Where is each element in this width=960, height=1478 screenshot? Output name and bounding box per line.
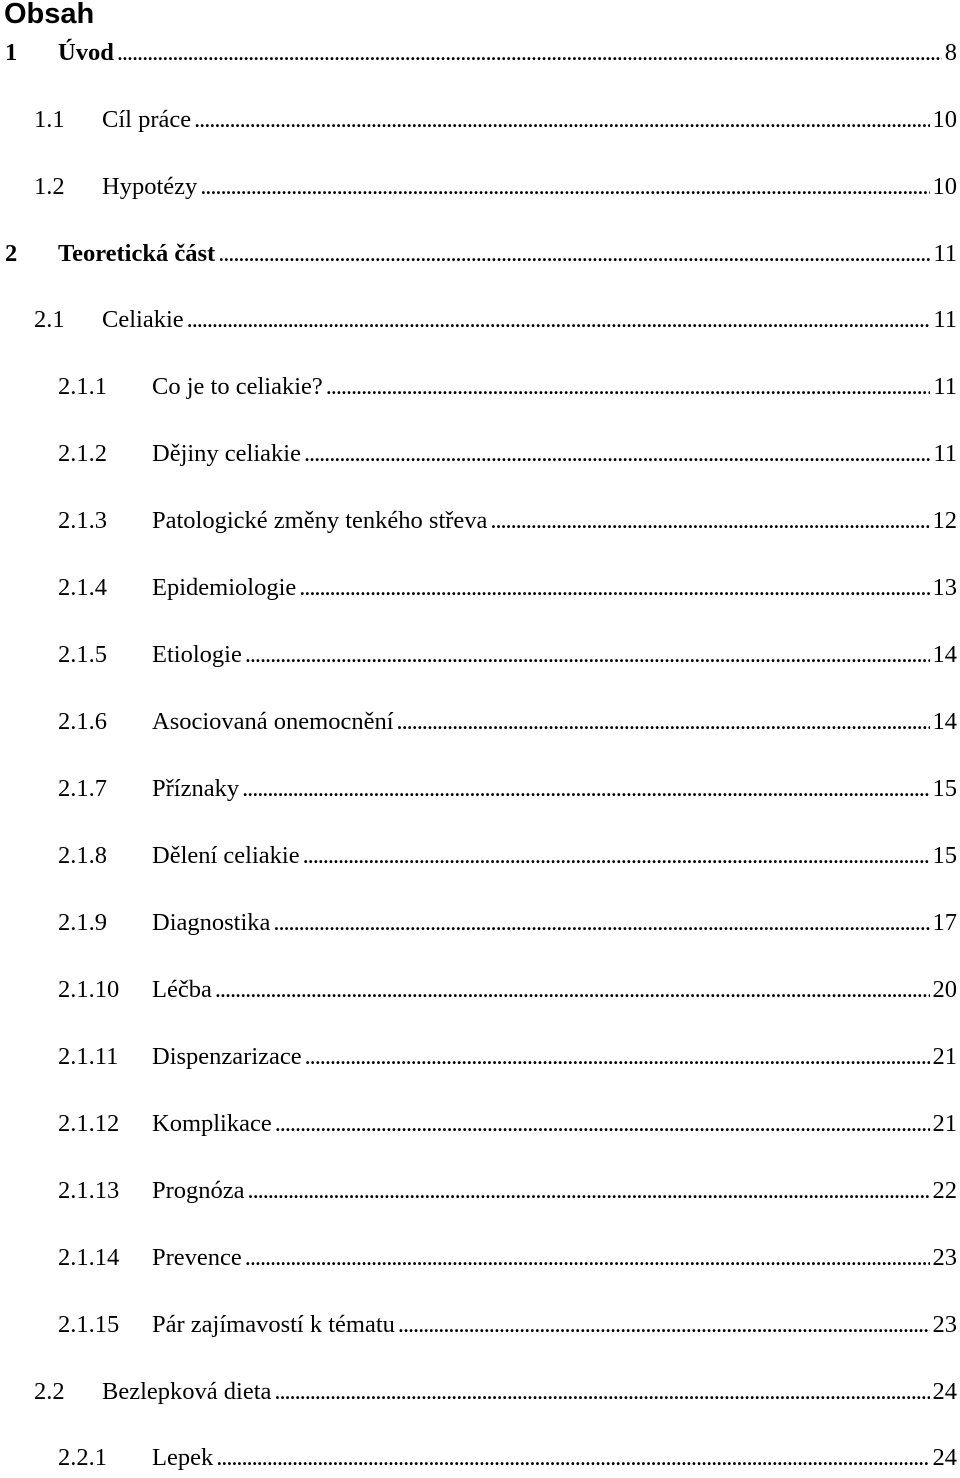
toc-entry-page: 13 [932, 574, 957, 601]
toc-entry-page: 11 [933, 306, 957, 333]
toc-entry [0, 903, 960, 943]
toc-entry-link[interactable] [152, 635, 957, 675]
toc-entry [0, 1037, 960, 1077]
toc-entry-page: 11 [933, 240, 957, 267]
toc-entry-number: 2 [5, 240, 18, 267]
toc-dot-leader [245, 1238, 930, 1278]
toc-entry-page: 14 [932, 641, 957, 668]
toc-entry-link[interactable] [152, 1104, 957, 1144]
toc-dot-leader [490, 501, 929, 541]
toc-entry-title: Diagnostika [152, 909, 271, 936]
toc-entry-link[interactable] [152, 1238, 957, 1278]
toc-entry-link[interactable] [152, 970, 957, 1010]
toc-entry-link[interactable] [152, 1305, 957, 1345]
toc-dot-leader [245, 635, 930, 675]
toc-entry-title: Co je to celiakie? [152, 373, 323, 400]
toc-dot-leader [273, 903, 929, 943]
toc-entry-link[interactable] [152, 903, 957, 943]
toc-entry-title: Dispenzarizace [152, 1043, 302, 1070]
toc-entry-title: Dějiny celiakie [152, 440, 301, 467]
toc-entry-number: 2.1.4 [58, 574, 107, 601]
toc-entry-number: 2.1.2 [58, 440, 107, 467]
toc-entry [0, 1104, 960, 1144]
toc-entry-number: 2.1.14 [58, 1244, 120, 1271]
toc-dot-leader [274, 1372, 929, 1412]
toc-entry-page: 15 [932, 775, 957, 802]
toc-entry-link[interactable] [102, 1372, 957, 1412]
toc-entry-title: Léčba [152, 976, 212, 1003]
toc-entry-number: 2.1.11 [58, 1043, 119, 1070]
toc-entry [0, 568, 960, 608]
toc-entry-number: 2.1.15 [58, 1311, 120, 1338]
toc-entry-page: 21 [932, 1110, 957, 1137]
toc-entry-link[interactable] [58, 33, 957, 73]
toc-entry-link[interactable] [152, 1037, 957, 1077]
toc-entry-title: Etiologie [152, 641, 242, 668]
toc-entry-link[interactable] [152, 501, 957, 541]
toc-entry [0, 434, 960, 474]
toc-entry-number: 2.2 [34, 1378, 65, 1405]
toc-entry-title: Prognóza [152, 1177, 245, 1204]
toc-entry-title: Dělení celiakie [152, 842, 300, 869]
toc-entry-title: Bezlepková dieta [102, 1378, 272, 1405]
toc-entry-number: 2.1.3 [58, 507, 107, 534]
toc-entry [0, 33, 960, 73]
toc-dot-leader [218, 234, 930, 274]
toc-entry-number: 1.2 [34, 173, 65, 200]
toc-entry [0, 300, 960, 340]
toc-entry [0, 100, 960, 140]
toc-entry-link[interactable] [152, 434, 957, 474]
toc-entry-number: 2.1.6 [58, 708, 107, 735]
toc-dot-leader [215, 970, 930, 1010]
toc-entry-page: 11 [933, 440, 957, 467]
toc-dot-leader [242, 769, 929, 809]
toc-entry-link[interactable] [152, 367, 957, 407]
toc-dot-leader [326, 367, 931, 407]
toc-dot-leader [398, 1305, 930, 1345]
toc-entry-number: 2.1.7 [58, 775, 107, 802]
page-title: Obsah [4, 0, 95, 30]
toc-entry [0, 702, 960, 742]
toc-entry-number: 1 [5, 39, 18, 66]
toc-entry-title: Příznaky [152, 775, 240, 802]
toc-entry [0, 836, 960, 876]
toc-entry-page: 24 [932, 1378, 957, 1405]
toc-entry-page: 21 [932, 1043, 957, 1070]
toc-entry [0, 167, 960, 207]
toc-dot-leader [187, 300, 931, 340]
toc-entry-title: Cíl práce [102, 106, 192, 133]
toc-entry-title: Lepek [152, 1444, 214, 1471]
toc-entry-page: 24 [932, 1444, 957, 1471]
toc-entry [0, 367, 960, 407]
toc-entry-page: 23 [932, 1244, 957, 1271]
toc-entry-title: Patologické změny tenkého střeva [152, 507, 488, 534]
toc-entry [0, 769, 960, 809]
toc-dot-leader [275, 1104, 930, 1144]
toc-entry-title: Pár zajímavostí k tématu [152, 1311, 395, 1338]
toc-dot-leader [303, 836, 930, 876]
toc-entry-link[interactable] [152, 1438, 957, 1478]
toc-entry-number: 2.1.8 [58, 842, 107, 869]
toc-entry-page: 8 [944, 39, 957, 66]
toc-entry-link[interactable] [102, 167, 957, 207]
toc-entry-title: Komplikace [152, 1110, 272, 1137]
toc-dot-leader [200, 167, 929, 207]
toc-entry-page: 10 [932, 173, 957, 200]
toc-entry [0, 1238, 960, 1278]
toc-entry [0, 1305, 960, 1345]
toc-entry [0, 1438, 960, 1478]
toc-dot-leader [397, 702, 930, 742]
toc-entry-link[interactable] [102, 300, 957, 340]
toc-dot-leader [305, 1037, 930, 1077]
toc-entry-title: Teoretická část [58, 240, 216, 267]
toc-entry-title: Celiakie [102, 306, 184, 333]
toc-entry-link[interactable] [152, 702, 957, 742]
toc-entry-title: Prevence [152, 1244, 242, 1271]
toc-entry-number: 2.1.9 [58, 909, 107, 936]
toc-entry-link[interactable] [102, 100, 957, 140]
toc-dot-leader [117, 33, 942, 73]
toc-dot-leader [194, 100, 929, 140]
toc-dot-leader [304, 434, 930, 474]
toc-entry-link[interactable] [152, 836, 957, 876]
toc-entry-link[interactable] [58, 234, 957, 274]
toc-entry-page: 15 [932, 842, 957, 869]
toc-entry-link[interactable] [152, 568, 957, 608]
toc-entry-number: 2.1.5 [58, 641, 107, 668]
toc-entry [0, 501, 960, 541]
toc-entry [0, 635, 960, 675]
toc-entry-title: Úvod [58, 39, 114, 66]
toc-entry [0, 970, 960, 1010]
toc-entry-number: 2.1.12 [58, 1110, 120, 1137]
toc-dot-leader [248, 1171, 930, 1211]
toc-entry-link[interactable] [152, 1171, 957, 1211]
toc-dot-leader [299, 568, 929, 608]
toc-entry-number: 2.1.13 [58, 1177, 120, 1204]
toc-entry [0, 234, 960, 274]
toc-entry-page: 12 [932, 507, 957, 534]
toc-entry-number: 2.1.1 [58, 373, 107, 400]
toc-entry-page: 10 [932, 106, 957, 133]
toc-entry-number: 2.1 [34, 306, 65, 333]
toc-entry [0, 1372, 960, 1412]
toc-entry-page: 22 [932, 1177, 957, 1204]
toc-dot-leader [216, 1438, 929, 1478]
toc-entry-title: Epidemiologie [152, 574, 297, 601]
toc-entry-page: 20 [932, 976, 957, 1003]
toc-entry-page: 11 [933, 373, 957, 400]
toc-entry-title: Hypotézy [102, 173, 198, 200]
toc-entry-title: Asociovaná onemocnění [152, 708, 394, 735]
toc-entry-link[interactable] [152, 769, 957, 809]
toc-entry-page: 17 [932, 909, 957, 936]
toc-entry [0, 1171, 960, 1211]
toc-entry-page: 23 [932, 1311, 957, 1338]
toc-entry-number: 1.1 [34, 106, 65, 133]
toc-entry-number: 2.2.1 [58, 1444, 107, 1471]
toc-entry-page: 14 [932, 708, 957, 735]
toc-entry-number: 2.1.10 [58, 976, 120, 1003]
